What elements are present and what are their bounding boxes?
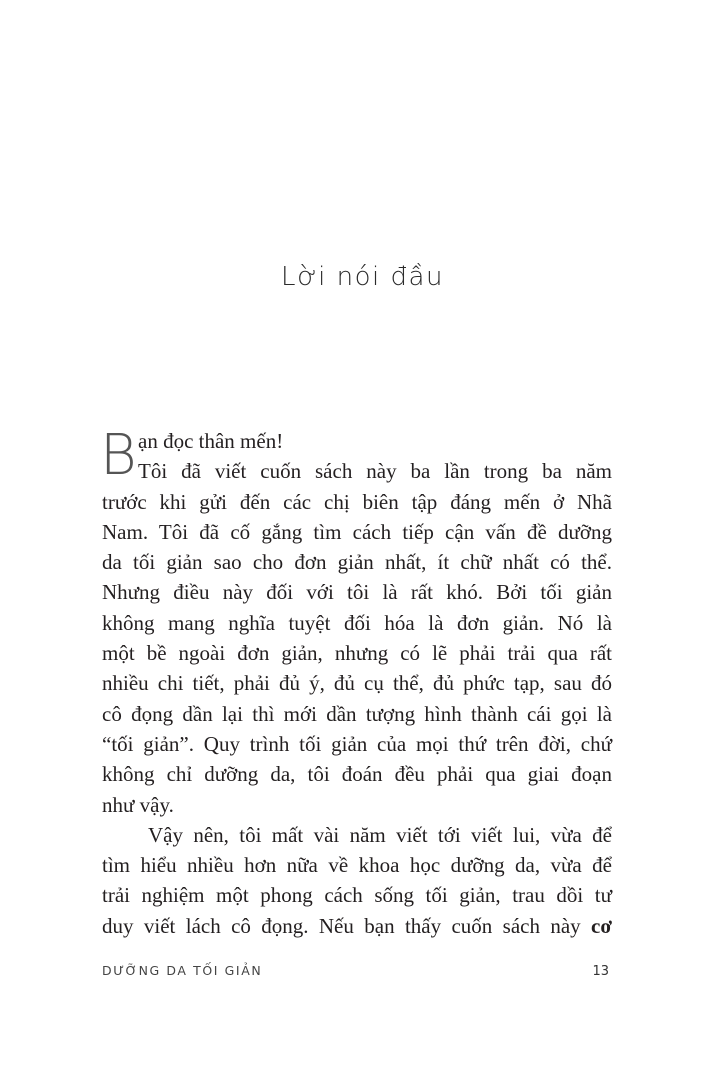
body-text	[100, 423, 612, 941]
text-line: tìm hiểu nhiều hơn nữa về khoa học dưỡng da, vừa để	[102, 853, 612, 878]
text-line-final	[102, 911, 612, 941]
chapter-title: Lời nói đầu	[281, 262, 444, 292]
text-line: Nhưng điều này đối với tôi là rất khó. Bởi tối giản	[102, 580, 612, 605]
text-line: trước khi gửi đến các chị biên tập đáng mến ở Nhã	[102, 489, 612, 514]
text-line: ạn đọc thân mến!	[138, 429, 284, 453]
text-line: nhiều chi tiết, phải đủ ý, đủ cụ thể, đủ phức tạp, sau đó	[102, 671, 612, 696]
text-line: “tối giản”. Quy trình tối giản của mọi thứ trên đời, chứ	[102, 731, 612, 756]
text-line: cô đọng dần lại thì mới dần tượng hình thành cái gọi là	[102, 701, 612, 726]
text-line: da tối giản sao cho đơn giản nhất, ít chữ nhất có thể.	[102, 550, 612, 575]
page-number: 13	[592, 964, 609, 979]
text-line: không chỉ dưỡng da, tôi đoán đều phải qua giai đoạn	[102, 762, 612, 787]
running-footer-title: DƯỠNG DA TỐI GIẢN	[102, 963, 263, 978]
text-line: Vậy nên, tôi mất vài năm viết tới viết lui, vừa để	[148, 822, 612, 847]
text-line: một bề ngoài đơn giản, nhưng có lẽ phải trải qua rất	[102, 641, 612, 666]
text-line: Nam. Tôi đã cố gắng tìm cách tiếp cận vấn đề dưỡng	[102, 519, 612, 544]
text-line: không mang nghĩa tuyệt đối hóa là đơn giản. Nó là	[102, 610, 612, 635]
text-line-content: duy viết lách cô đọng. Nếu bạn thấy cuốn sách này	[102, 913, 581, 938]
drop-cap: B	[100, 423, 137, 488]
text-line: như vậy.	[102, 792, 174, 817]
bold-word: cơ	[591, 913, 612, 938]
text-line: trải nghiệm một phong cách sống tối giản, trau dồi tư	[102, 883, 612, 908]
text-line: Tôi đã viết cuốn sách này ba lần trong ba năm	[138, 459, 612, 484]
